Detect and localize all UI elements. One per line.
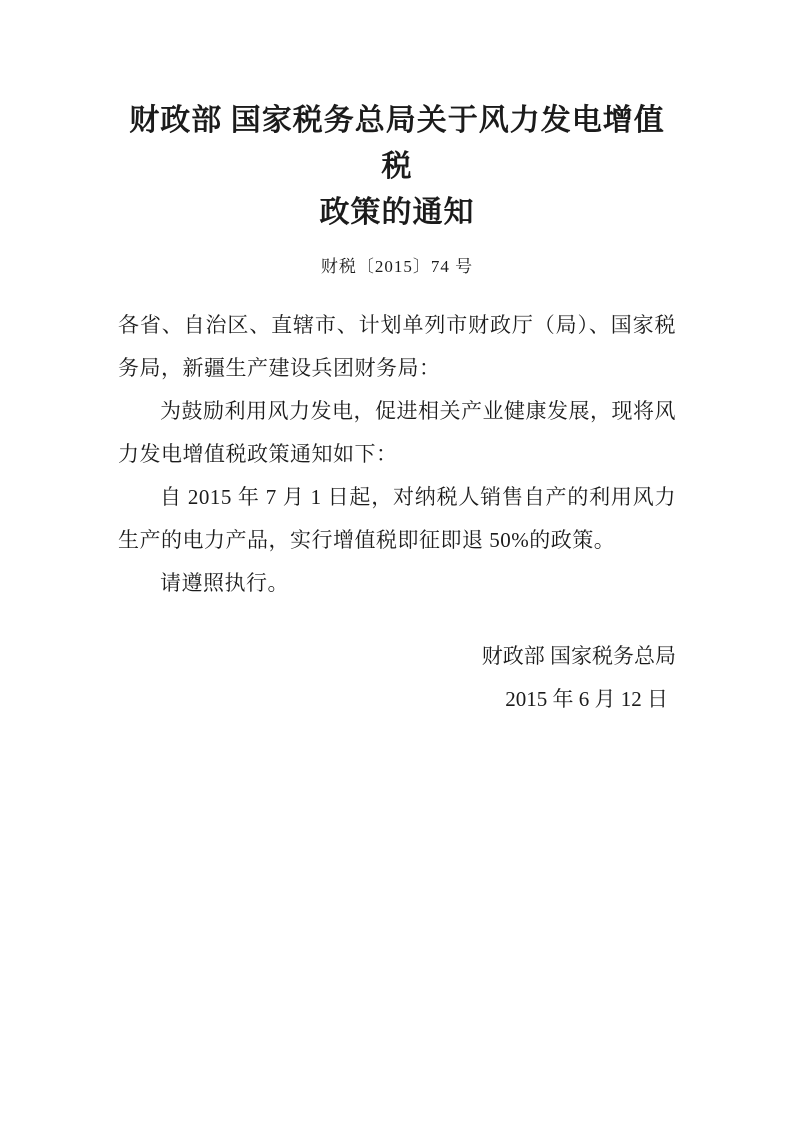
closing-paragraph: 请遵照执行。: [160, 571, 289, 595]
issue-date: 2015 年 6 月 12 日: [505, 687, 668, 711]
document-number: 财税〔2015〕74 号: [320, 257, 474, 276]
purpose-paragraph: 为鼓励利用风力发电，促进相关产业健康发展，现将风力发电增值税政策通知如下：: [118, 399, 676, 466]
notice-title: [118, 98, 676, 236]
notice-title-line-2: 政策的通知: [319, 196, 475, 229]
policy-paragraph: 自 2015 年 7 月 1 日起，对纳税人销售自产的利用风力生产的电力产品，实行增值税即征即退 50%的政策。: [118, 485, 676, 552]
issuing-authorities: 财政部 国家税务总局: [481, 644, 676, 668]
notice-title-line-1: 财政部 国家税务总局关于风力发电增值税: [129, 104, 665, 183]
signature-block: [118, 635, 676, 721]
notice-body: [118, 304, 676, 605]
addressee-paragraph: 各省、自治区、直辖市、计划单列市财政厅（局）、国家税务局，新疆生产建设兵团财务局：: [118, 313, 676, 380]
